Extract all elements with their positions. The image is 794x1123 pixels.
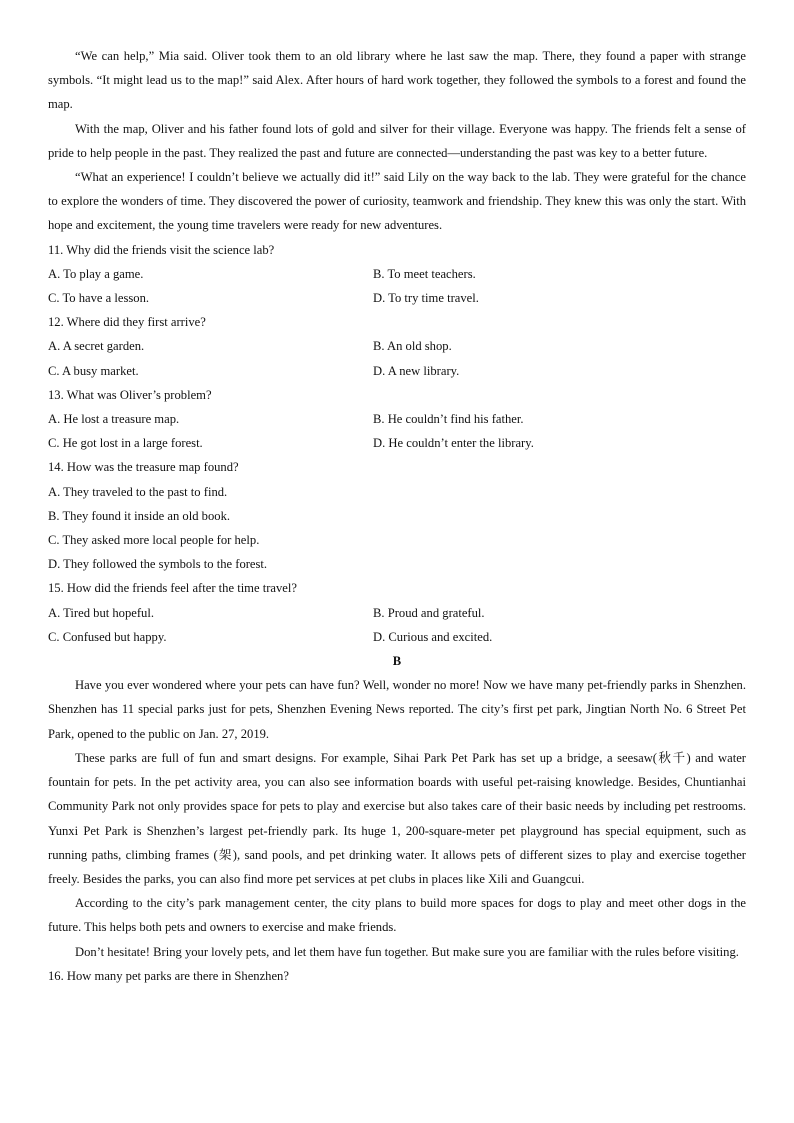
question-stem: 12. Where did they first arrive? (48, 315, 206, 330)
option-b: B. They found it inside an old book. (48, 508, 231, 523)
option-c: C. Confused but happy. (48, 629, 167, 644)
option-a: A. A secret garden. (48, 339, 145, 354)
passage-b-paragraph: Have you ever wondered where your pets can have fun? Well, wonder no more! Now we have many pet-friendly parks in Shenzhen. Shenzhen has 11 special parks just for pets, Shenzhen Evening News reported. The city’s first pet park, Jingtian North No. 6 Street Pet Park, opened to the public on Jan. 27, 2019. (48, 678, 746, 741)
exam-page (48, 44, 746, 988)
option-c: C. He got lost in a large forest. (48, 436, 203, 451)
option-d: D. Curious and excited. (373, 629, 493, 644)
passage-b-paragraph: Don’t hesitate! Bring your lovely pets, and let them have fun together. But make sure you are familiar with the rules before visiting. (75, 944, 739, 959)
option-b: B. Proud and grateful. (373, 605, 485, 620)
question-11 (48, 238, 746, 311)
options-row (48, 334, 746, 358)
option-a: A. Tired but hopeful. (48, 605, 155, 620)
option-a: A. They traveled to the past to find. (48, 484, 228, 499)
options-row (48, 431, 746, 455)
option-c: C. A busy market. (48, 363, 139, 378)
options-row (48, 286, 746, 310)
question-14 (48, 455, 746, 576)
passage-a-paragraph: With the map, Oliver and his father found lots of gold and silver for their village. Everyone was happy. The friends felt a sense of pride to help people in the past. They realized the past and future are connected—understanding the past was key to a better future. (48, 121, 746, 160)
option-d: D. A new library. (373, 363, 460, 378)
option-c: C. They asked more local people for help. (48, 533, 260, 548)
options-row (48, 359, 746, 383)
question-stem: 15. How did the friends feel after the time travel? (48, 581, 297, 596)
options-row (48, 407, 746, 431)
question-15 (48, 576, 746, 649)
option-a: A. To play a game. (48, 266, 144, 281)
options-row (48, 262, 746, 286)
question-stem: 13. What was Oliver’s problem? (48, 387, 212, 402)
passage-a-paragraph: “We can help,” Mia said. Oliver took them to an old library where he last saw the map. There, they found a paper with strange symbols. “It might lead us to the map!” said Alex. After hours of hard work together, they followed the symbols to a forest and found the map. (48, 49, 746, 112)
section-heading-b: B (392, 654, 402, 669)
question-12 (48, 310, 746, 383)
option-d: D. To try time travel. (373, 291, 479, 306)
question-16-stem: 16. How many pet parks are there in Shenzhen? (48, 968, 289, 983)
option-d: D. He couldn’t enter the library. (373, 436, 534, 451)
question-stem: 11. Why did the friends visit the science lab? (48, 242, 275, 257)
options-row (48, 601, 746, 625)
passage-b-paragraph: According to the city’s park management center, the city plans to build more spaces for dogs to play and meet other dogs in the future. This helps both pets and owners to exercise and make friends. (48, 896, 746, 935)
question-stem: 14. How was the treasure map found? (48, 460, 239, 475)
option-b: B. To meet teachers. (373, 266, 476, 281)
option-a: A. He lost a treasure map. (48, 412, 180, 427)
passage-a-paragraph: “What an experience! I couldn’t believe we actually did it!” said Lily on the way back to the lab. They were grateful for the chance to explore the wonders of time. They discovered the power of curiosity, teamwork and friendship. They knew this was only the start. With hope and excitement, the young time travelers were ready for new adventures. (48, 170, 746, 233)
option-d: D. They followed the symbols to the forest. (48, 557, 268, 572)
option-b: B. An old shop. (373, 339, 452, 354)
question-13 (48, 383, 746, 456)
option-b: B. He couldn’t find his father. (373, 412, 524, 427)
option-c: C. To have a lesson. (48, 291, 150, 306)
passage-b-paragraph: These parks are full of fun and smart designs. For example, Sihai Park Pet Park has set up a bridge, a seesaw(秋千) and water fountain for pets. In the pet activity area, you can also see information boards with useful pet-raising knowledge. Besides, Chuntianhai Community Park not only provides space for pets to play and exercise but also takes care of their basic needs by including pet restrooms. Yunxi Pet Park is Shenzhen’s largest pet-friendly park. Its huge 1, 200-square-meter pet playground has special equipment, such as running paths, climbing frames (架), sand pools, and pet drinking water. It allows pets of different sizes to play and exercise together freely. Besides the parks, you can also find more pet services at pet clubs in places like Xili and Guangcui. (48, 750, 746, 886)
options-row (48, 625, 746, 649)
